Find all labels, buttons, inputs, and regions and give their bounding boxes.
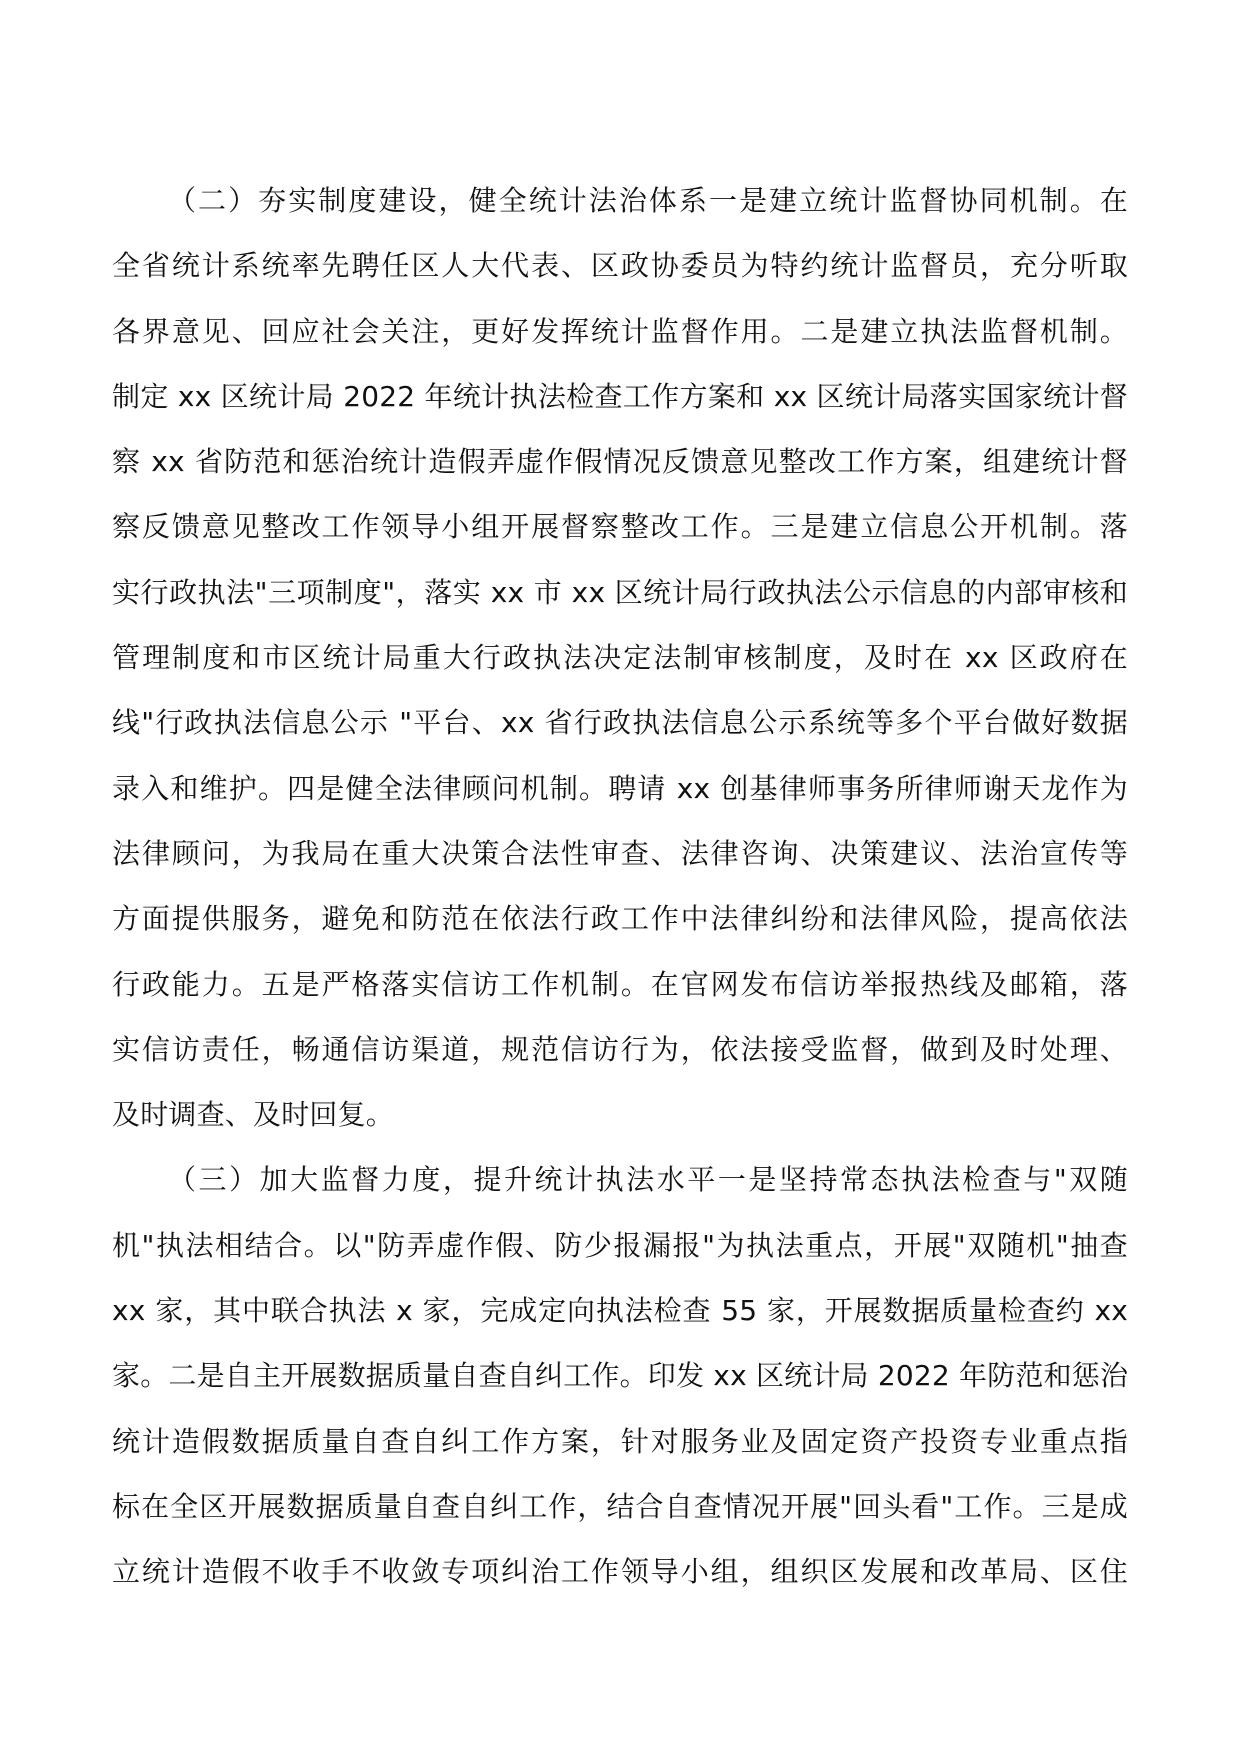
text-line: 方面提供服务，避免和防范在依法行政工作中法律纠纷和法律风险，提高依法 xyxy=(112,902,1128,936)
text-line: 统计造假数据质量自查自纠工作方案，针对服务业及固定资产投资专业重点指 xyxy=(112,1424,1128,1458)
text-line: 线"行政执法信息公示 "平台、xx 省行政执法信息公示系统等多个平台做好数据 xyxy=(112,706,1128,740)
document-body xyxy=(112,168,1128,1605)
text-line: 全省统计系统率先聘任区人大代表、区政协委员为特约统计监督员，充分听取 xyxy=(112,249,1128,283)
text-line: 实信访责任，畅通信访渠道，规范信访行为，依法接受监督，做到及时处理、 xyxy=(112,1032,1128,1066)
text-line: （二）夯实制度建设，健全统计法治体系一是建立统计监督协同机制。在 xyxy=(168,184,1128,217)
text-line: 录入和维护。四是健全法律顾问机制。聘请 xx 创基律师事务所律师谢天龙作为 xyxy=(112,771,1128,805)
text-line: 实行政执法"三项制度"，落实 xx 市 xx 区统计局行政执法公示信息的内部审核和 xyxy=(112,575,1128,609)
text-line: 家。二是自主开展数据质量自查自纠工作。印发 xx 区统计局 2022 年防范和惩治 xyxy=(112,1359,1129,1393)
text-line: 立统计造假不收手不收敛专项纠治工作领导小组，组织区发展和改革局、区住 xyxy=(112,1555,1128,1589)
paragraph-institution-building xyxy=(112,168,1128,1147)
paragraph-supervision xyxy=(112,1147,1128,1604)
text-line: 各界意见、回应社会关注，更好发挥统计监督作用。二是建立执法监督机制。 xyxy=(112,314,1128,348)
text-line: 制定 xx 区统计局 2022 年统计执法检查工作方案和 xx 区统计局落实国家统计督 xyxy=(112,379,1128,413)
text-line: 管理制度和市区统计局重大行政执法决定法制审核制度，及时在 xx 区政府在 xyxy=(112,641,1128,675)
text-line: （三）加大监督力度，提升统计执法水平一是坚持常态执法检查与"双随 xyxy=(168,1163,1128,1197)
text-line: xx 家，其中联合执法 x 家，完成定向执法检查 55 家，开展数据质量检查约 xx xyxy=(112,1294,1128,1328)
text-line: 法律顾问，为我局在重大决策合法性审查、法律咨询、决策建议、法治宣传等 xyxy=(112,836,1128,870)
text-line: 及时调查、及时回复。 xyxy=(112,1098,395,1132)
text-line: 标在全区开展数据质量自查自纠工作，结合自查情况开展"回头看"工作。三是成 xyxy=(112,1489,1128,1523)
text-line: 机"执法相结合。以"防弄虚作假、防少报漏报"为执法重点，开展"双随机"抽查 xyxy=(112,1228,1128,1262)
text-line: 行政能力。五是严格落实信访工作机制。在官网发布信访举报热线及邮箱，落 xyxy=(112,967,1128,1001)
text-line: 察 xx 省防范和惩治统计造假弄虚作假情况反馈意见整改工作方案，组建统计督 xyxy=(112,445,1128,479)
text-line: 察反馈意见整改工作领导小组开展督察整改工作。三是建立信息公开机制。落 xyxy=(112,510,1128,544)
